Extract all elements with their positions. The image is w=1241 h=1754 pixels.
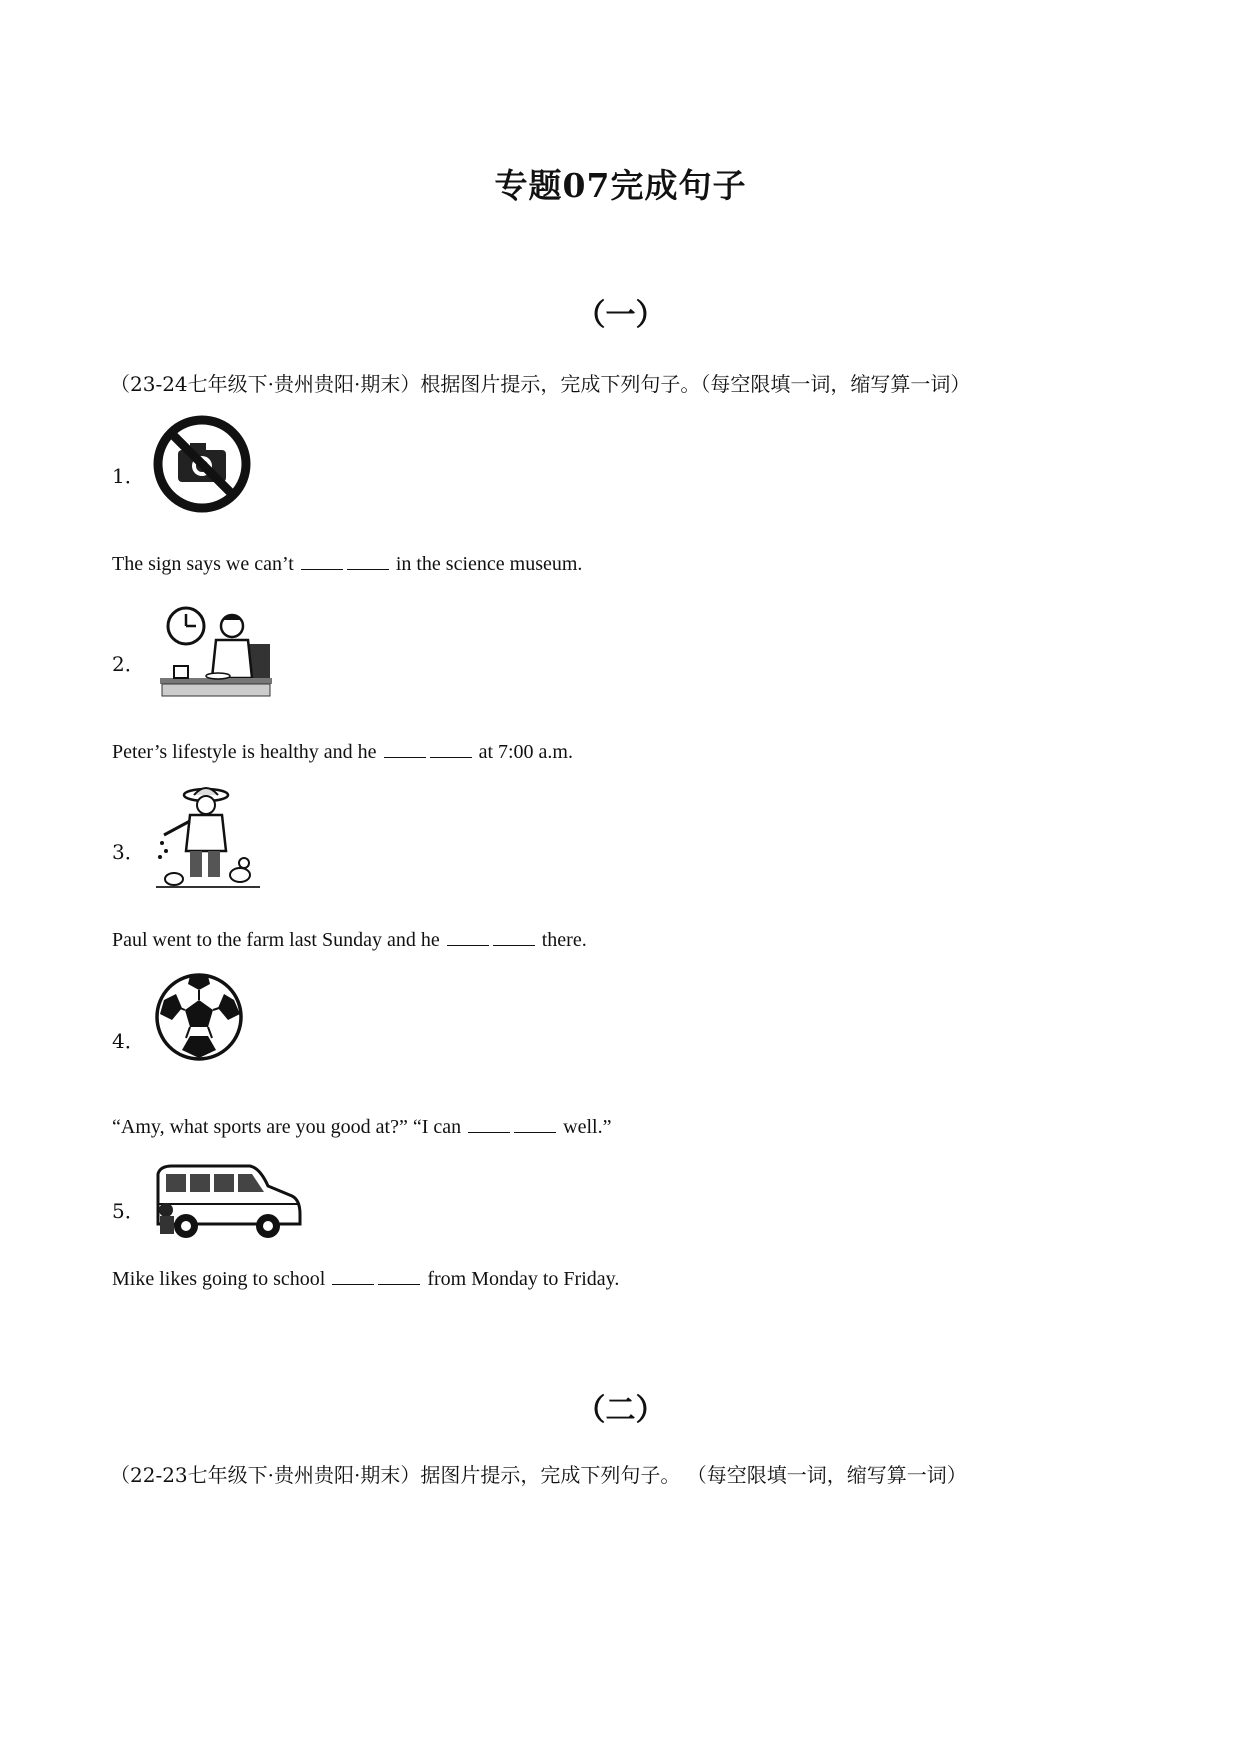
- question-sentence-1: The sign says we can’t in the science museum.: [112, 553, 583, 575]
- answer-blank[interactable]: [384, 756, 426, 758]
- answer-blank[interactable]: [347, 568, 389, 570]
- section-instruction-1: （23-24七年级下·贵州贵阳·期末）根据图片提示，完成下列句子。（每空限填一词，缩写算一词）: [110, 372, 971, 396]
- question-number: 1．: [112, 464, 145, 488]
- answer-blank[interactable]: [514, 1131, 556, 1133]
- section-heading-2: （二）: [575, 1393, 666, 1428]
- question-number: 5．: [112, 1199, 145, 1223]
- answer-blank[interactable]: [378, 1283, 420, 1285]
- question-sentence-3: Paul went to the farm last Sunday and he there.: [112, 929, 587, 951]
- question-sentence-4: “Amy, what sports are you good at?” “I can well.”: [112, 1116, 612, 1138]
- soccer-ball-icon: [152, 970, 246, 1064]
- section-instruction-2: （22-23七年级下·贵州贵阳·期末）据图片提示，完成下列句子。 （每空限填一词，缩写算一词）: [110, 1463, 967, 1487]
- no-camera-icon: [150, 412, 254, 516]
- answer-blank[interactable]: [493, 944, 535, 946]
- question-number: 3．: [112, 840, 145, 864]
- answer-blank[interactable]: [468, 1131, 510, 1133]
- question-number: 4．: [112, 1029, 145, 1053]
- farmer-feeding-icon: [152, 783, 264, 893]
- answer-blank[interactable]: [430, 756, 472, 758]
- page-title: 专题07完成句子: [494, 166, 747, 205]
- section-heading-1: （一）: [575, 298, 666, 333]
- answer-blank[interactable]: [447, 944, 489, 946]
- question-sentence-2: Peter’s lifestyle is healthy and he at 7:00 a.m.: [112, 741, 573, 763]
- question-sentence-5: Mike likes going to school from Monday to Friday.: [112, 1268, 620, 1290]
- clock-breakfast-icon: [152, 604, 276, 700]
- minibus-icon: [152, 1160, 304, 1242]
- answer-blank[interactable]: [332, 1283, 374, 1285]
- answer-blank[interactable]: [301, 568, 343, 570]
- question-number: 2．: [112, 652, 145, 676]
